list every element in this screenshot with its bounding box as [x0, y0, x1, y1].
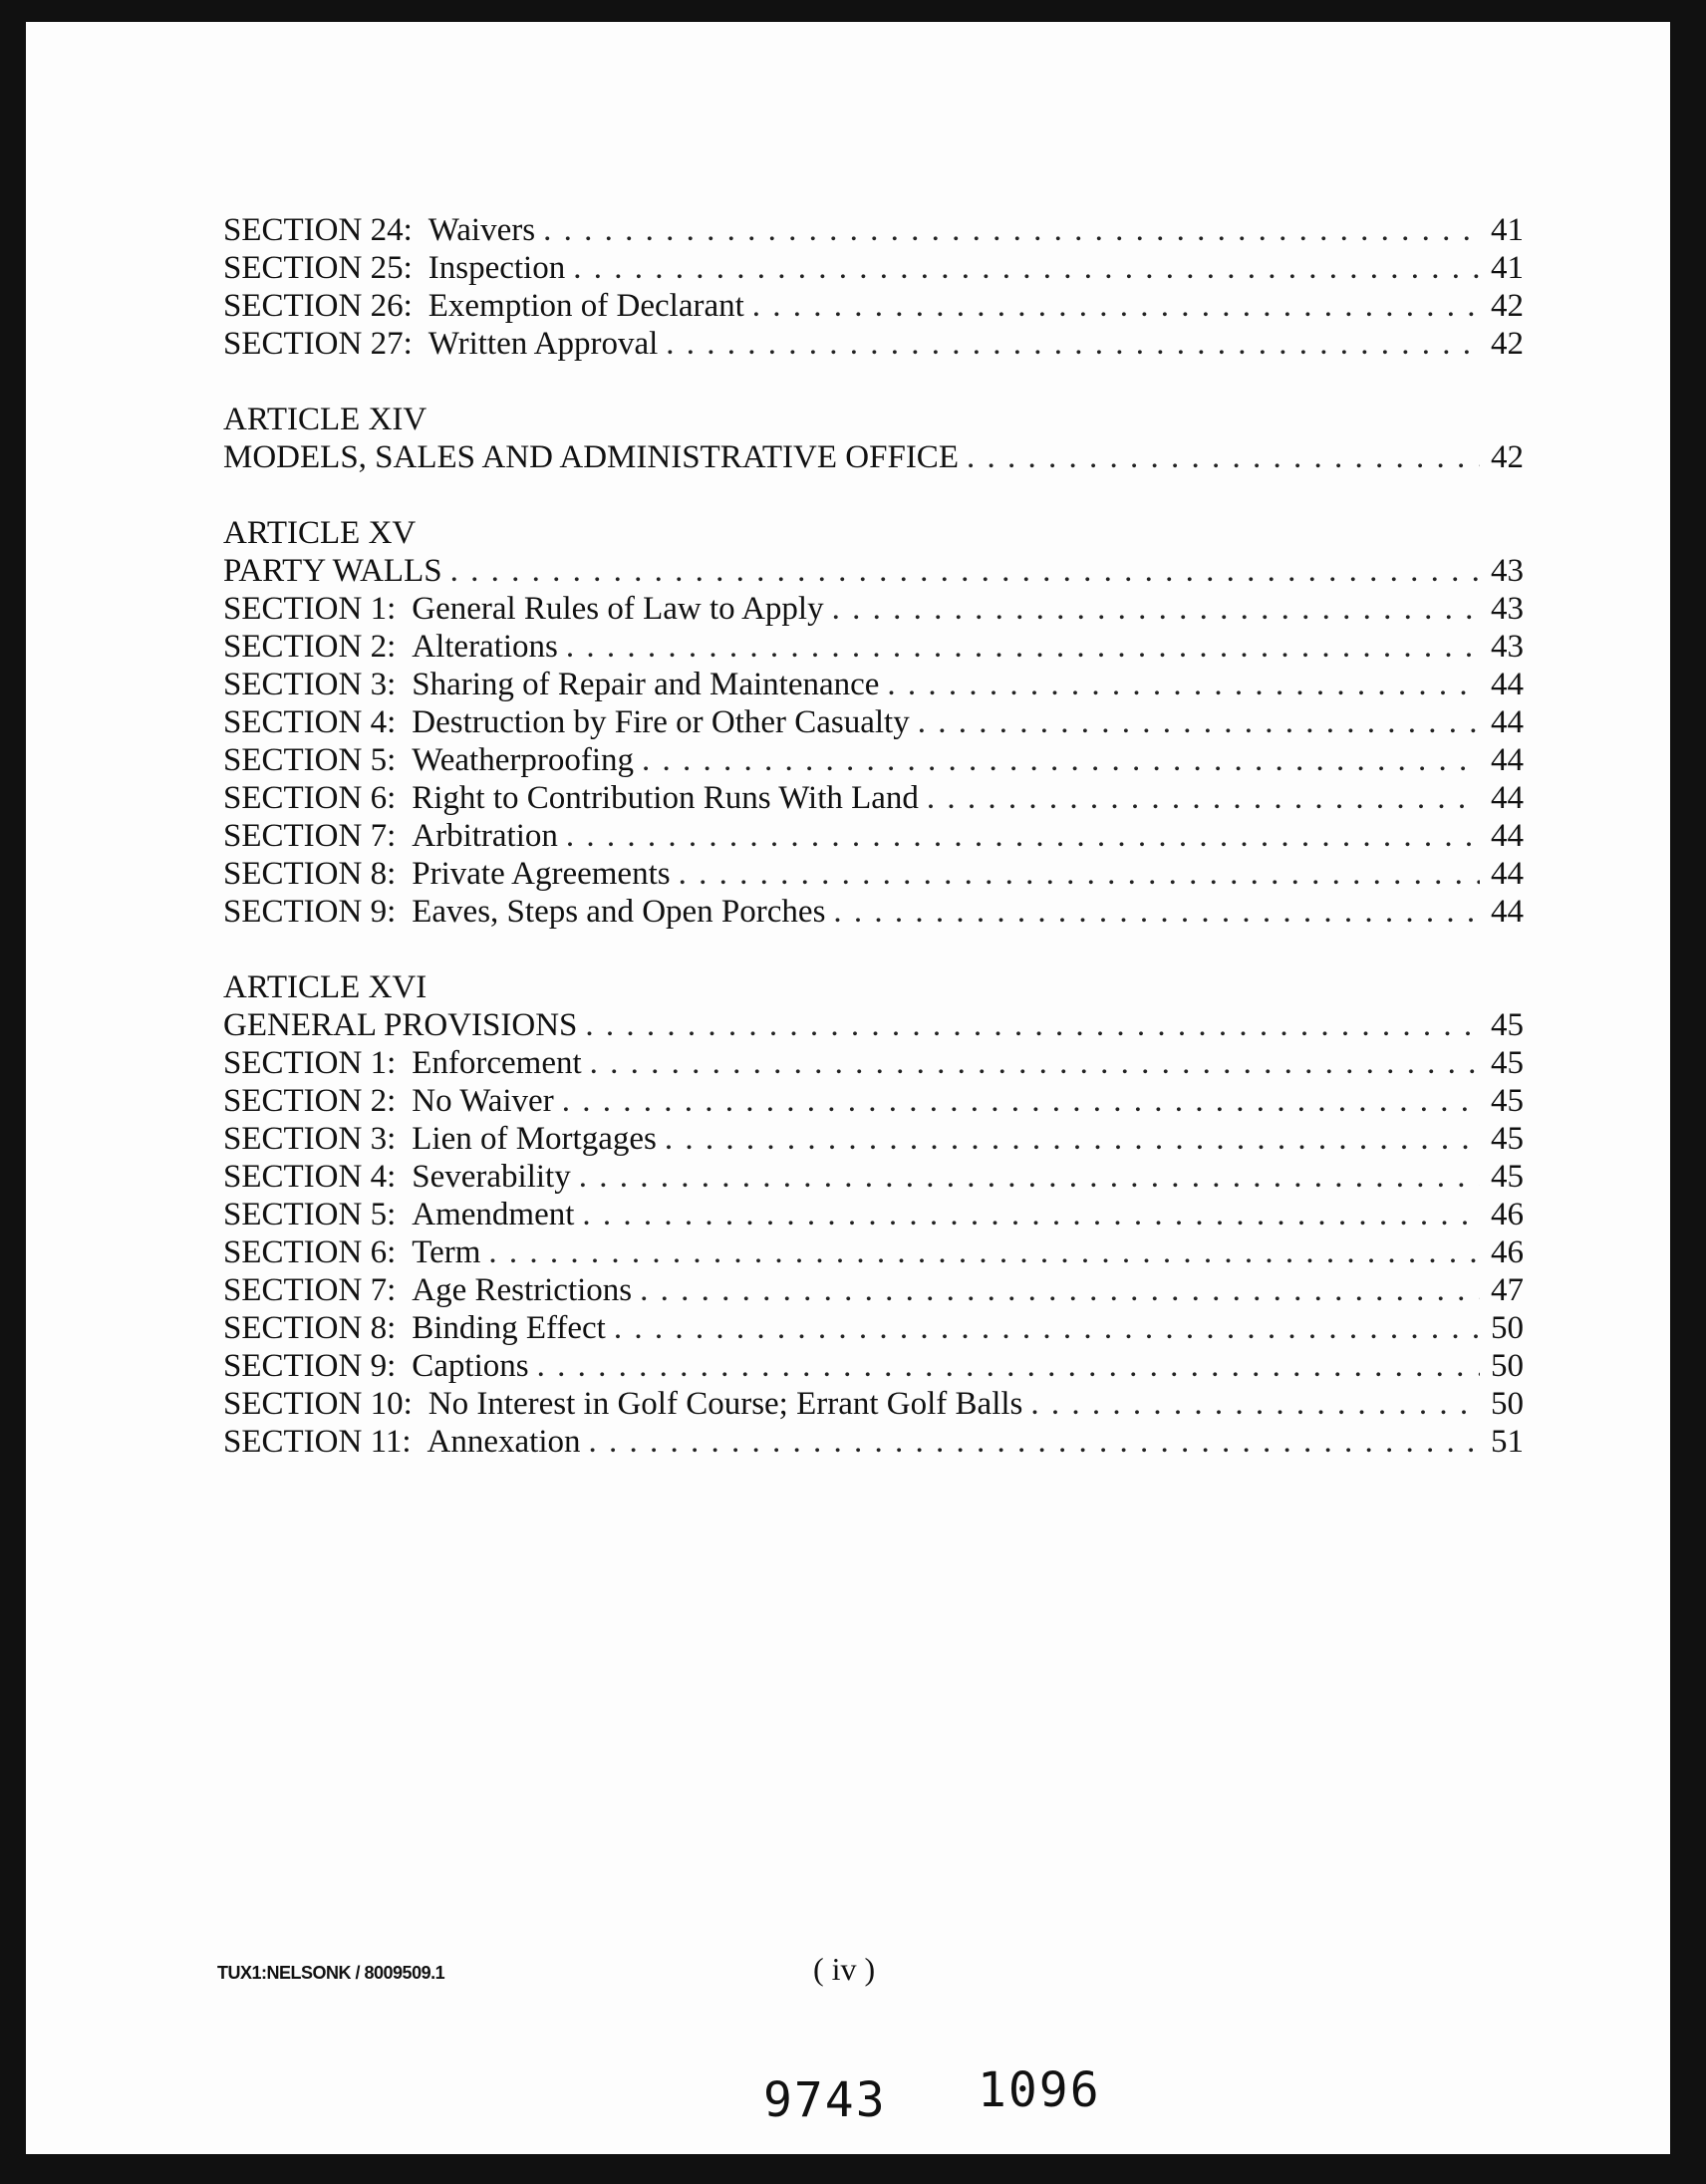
toc-entry	[223, 1120, 1524, 1158]
dot-leader	[967, 438, 1480, 476]
dot-leader	[582, 1196, 1480, 1233]
stamp-number-right: 1096	[978, 2062, 1101, 2118]
section-title: Alterations	[412, 629, 558, 665]
section-number: SECTION 1:	[223, 1045, 397, 1081]
section-number: SECTION 4:	[223, 1159, 397, 1195]
section-title: Waivers	[427, 212, 536, 248]
section-number: SECTION 7:	[223, 1272, 397, 1308]
section-number: SECTION 8:	[223, 856, 397, 892]
page-ref: 45	[1491, 1159, 1524, 1195]
toc-entry	[223, 1158, 1524, 1196]
section-number: SECTION 25:	[223, 250, 413, 286]
page-ref: 45	[1491, 1045, 1524, 1081]
section-number: SECTION 9:	[223, 1348, 397, 1384]
section-number: SECTION 26:	[223, 288, 413, 324]
article-title: MODELS, SALES AND ADMINISTRATIVE OFFICE	[223, 439, 959, 475]
page-ref: 50	[1491, 1386, 1524, 1422]
dot-leader	[537, 1347, 1480, 1385]
toc-group	[223, 401, 1524, 476]
toc-entry	[223, 628, 1524, 666]
section-title: Weatherproofing	[412, 742, 634, 778]
page-ref: 43	[1491, 591, 1524, 627]
toc-entry	[223, 741, 1524, 779]
page-ref: 42	[1491, 439, 1524, 475]
section-number: SECTION 5:	[223, 742, 397, 778]
section-number: SECTION 1:	[223, 591, 397, 627]
section-title: Enforcement	[412, 1045, 582, 1081]
page-ref: 44	[1491, 856, 1524, 892]
dot-leader	[585, 1006, 1480, 1044]
page-ref: 46	[1491, 1197, 1524, 1232]
section-number: SECTION 3:	[223, 667, 397, 702]
section-number: SECTION 2:	[223, 1083, 397, 1119]
dot-leader	[679, 855, 1480, 893]
page-ref: 44	[1491, 742, 1524, 778]
toc-group	[223, 968, 1524, 1461]
section-number: SECTION 3:	[223, 1121, 397, 1157]
page-ref: 44	[1491, 704, 1524, 740]
page-ref: 44	[1491, 818, 1524, 854]
page-ref: 44	[1491, 780, 1524, 816]
section-number: SECTION 7:	[223, 818, 397, 854]
section-title: Severability	[412, 1159, 571, 1195]
toc-entry	[223, 893, 1524, 931]
toc-entry	[223, 817, 1524, 855]
section-title: Arbitration	[412, 818, 558, 854]
toc-entry	[223, 779, 1524, 817]
page-ref: 42	[1491, 326, 1524, 362]
toc-entry	[223, 1006, 1524, 1044]
section-number: SECTION 11:	[223, 1424, 412, 1460]
toc-entry	[223, 552, 1524, 590]
stamp-number-left: 9743	[763, 2072, 887, 2128]
toc-entry	[223, 855, 1524, 893]
dot-leader	[666, 325, 1480, 363]
dot-leader	[642, 741, 1480, 779]
section-title: Age Restrictions	[412, 1272, 633, 1308]
dot-leader	[589, 1423, 1481, 1461]
section-title: Eaves, Steps and Open Porches	[412, 894, 826, 930]
page-ref: 41	[1491, 212, 1524, 248]
section-title: Written Approval	[427, 326, 659, 362]
section-number: SECTION 4:	[223, 704, 397, 740]
page-ref: 43	[1491, 553, 1524, 589]
document-code: TUX1:NELSONK / 8009509.1	[217, 1963, 445, 1983]
page-ref: 41	[1491, 250, 1524, 286]
section-title: Amendment	[412, 1197, 575, 1232]
toc-entry	[223, 249, 1524, 287]
section-number: SECTION 24:	[223, 212, 413, 248]
page-ref: 44	[1491, 667, 1524, 702]
dot-leader	[918, 703, 1480, 741]
page-ref: 43	[1491, 629, 1524, 665]
dot-leader	[590, 1044, 1480, 1082]
table-of-contents	[223, 211, 1524, 1499]
page-ref: 50	[1491, 1310, 1524, 1346]
section-title: Lien of Mortgages	[412, 1121, 657, 1157]
article-heading: ARTICLE XIV	[223, 402, 427, 437]
dot-leader	[543, 211, 1480, 249]
page-number: ( iv )	[813, 1951, 876, 1987]
page-ref: 45	[1491, 1083, 1524, 1119]
toc-entry	[223, 1082, 1524, 1120]
article-heading: ARTICLE XVI	[223, 969, 427, 1005]
dot-leader	[566, 817, 1480, 855]
toc-entry	[223, 1196, 1524, 1233]
dot-leader	[665, 1120, 1480, 1158]
section-title: Captions	[412, 1348, 529, 1384]
toc-entry	[223, 1309, 1524, 1347]
section-title: Private Agreements	[412, 856, 671, 892]
page-ref: 51	[1491, 1424, 1524, 1460]
dot-leader	[488, 1233, 1480, 1271]
dot-leader	[887, 666, 1480, 703]
dot-leader	[832, 590, 1480, 628]
section-number: SECTION 10:	[223, 1386, 413, 1422]
section-number: SECTION 8:	[223, 1310, 397, 1346]
section-title: Inspection	[427, 250, 566, 286]
page-ref: 50	[1491, 1348, 1524, 1384]
toc-entry	[223, 325, 1524, 363]
page-ref: 46	[1491, 1234, 1524, 1270]
toc-group	[223, 211, 1524, 363]
page-ref: 42	[1491, 288, 1524, 324]
dot-leader	[640, 1271, 1480, 1309]
toc-entry	[223, 438, 1524, 476]
section-title: General Rules of Law to Apply	[412, 591, 824, 627]
section-title: Right to Contribution Runs With Land	[412, 780, 919, 816]
section-number: SECTION 6:	[223, 780, 397, 816]
section-number: SECTION 6:	[223, 1234, 397, 1270]
section-number: SECTION 27:	[223, 326, 413, 362]
page-ref: 47	[1491, 1272, 1524, 1308]
page-ref: 45	[1491, 1007, 1524, 1043]
section-title: No Interest in Golf Course; Errant Golf Balls	[427, 1386, 1023, 1422]
page-ref: 45	[1491, 1121, 1524, 1157]
page-ref: 44	[1491, 894, 1524, 930]
toc-entry	[223, 590, 1524, 628]
toc-entry	[223, 1423, 1524, 1461]
section-title: Destruction by Fire or Other Casualty	[412, 704, 910, 740]
dot-leader	[752, 287, 1480, 325]
section-title: Annexation	[426, 1424, 581, 1460]
toc-entry	[223, 1233, 1524, 1271]
toc-group	[223, 514, 1524, 931]
dot-leader	[833, 893, 1480, 931]
toc-entry	[223, 1271, 1524, 1309]
toc-entry	[223, 703, 1524, 741]
dot-leader	[579, 1158, 1480, 1196]
section-number: SECTION 5:	[223, 1197, 397, 1232]
dot-leader	[1030, 1385, 1480, 1423]
section-title: Sharing of Repair and Maintenance	[412, 667, 880, 702]
article-title: GENERAL PROVISIONS	[223, 1007, 578, 1043]
dot-leader	[573, 249, 1480, 287]
dot-leader	[450, 552, 1480, 590]
dot-leader	[562, 1082, 1480, 1120]
toc-entry	[223, 1385, 1524, 1423]
section-title: Exemption of Declarant	[427, 288, 744, 324]
toc-entry	[223, 287, 1524, 325]
toc-entry	[223, 666, 1524, 703]
article-title: PARTY WALLS	[223, 553, 442, 589]
section-title: No Waiver	[412, 1083, 554, 1119]
dot-leader	[614, 1309, 1480, 1347]
article-heading: ARTICLE XV	[223, 515, 417, 551]
section-number: SECTION 9:	[223, 894, 397, 930]
document-page	[26, 22, 1670, 2154]
toc-entry	[223, 211, 1524, 249]
section-number: SECTION 2:	[223, 629, 397, 665]
dot-leader	[927, 779, 1480, 817]
toc-entry	[223, 1044, 1524, 1082]
section-title: Term	[412, 1234, 481, 1270]
toc-entry	[223, 1347, 1524, 1385]
dot-leader	[566, 628, 1480, 666]
section-title: Binding Effect	[412, 1310, 606, 1346]
